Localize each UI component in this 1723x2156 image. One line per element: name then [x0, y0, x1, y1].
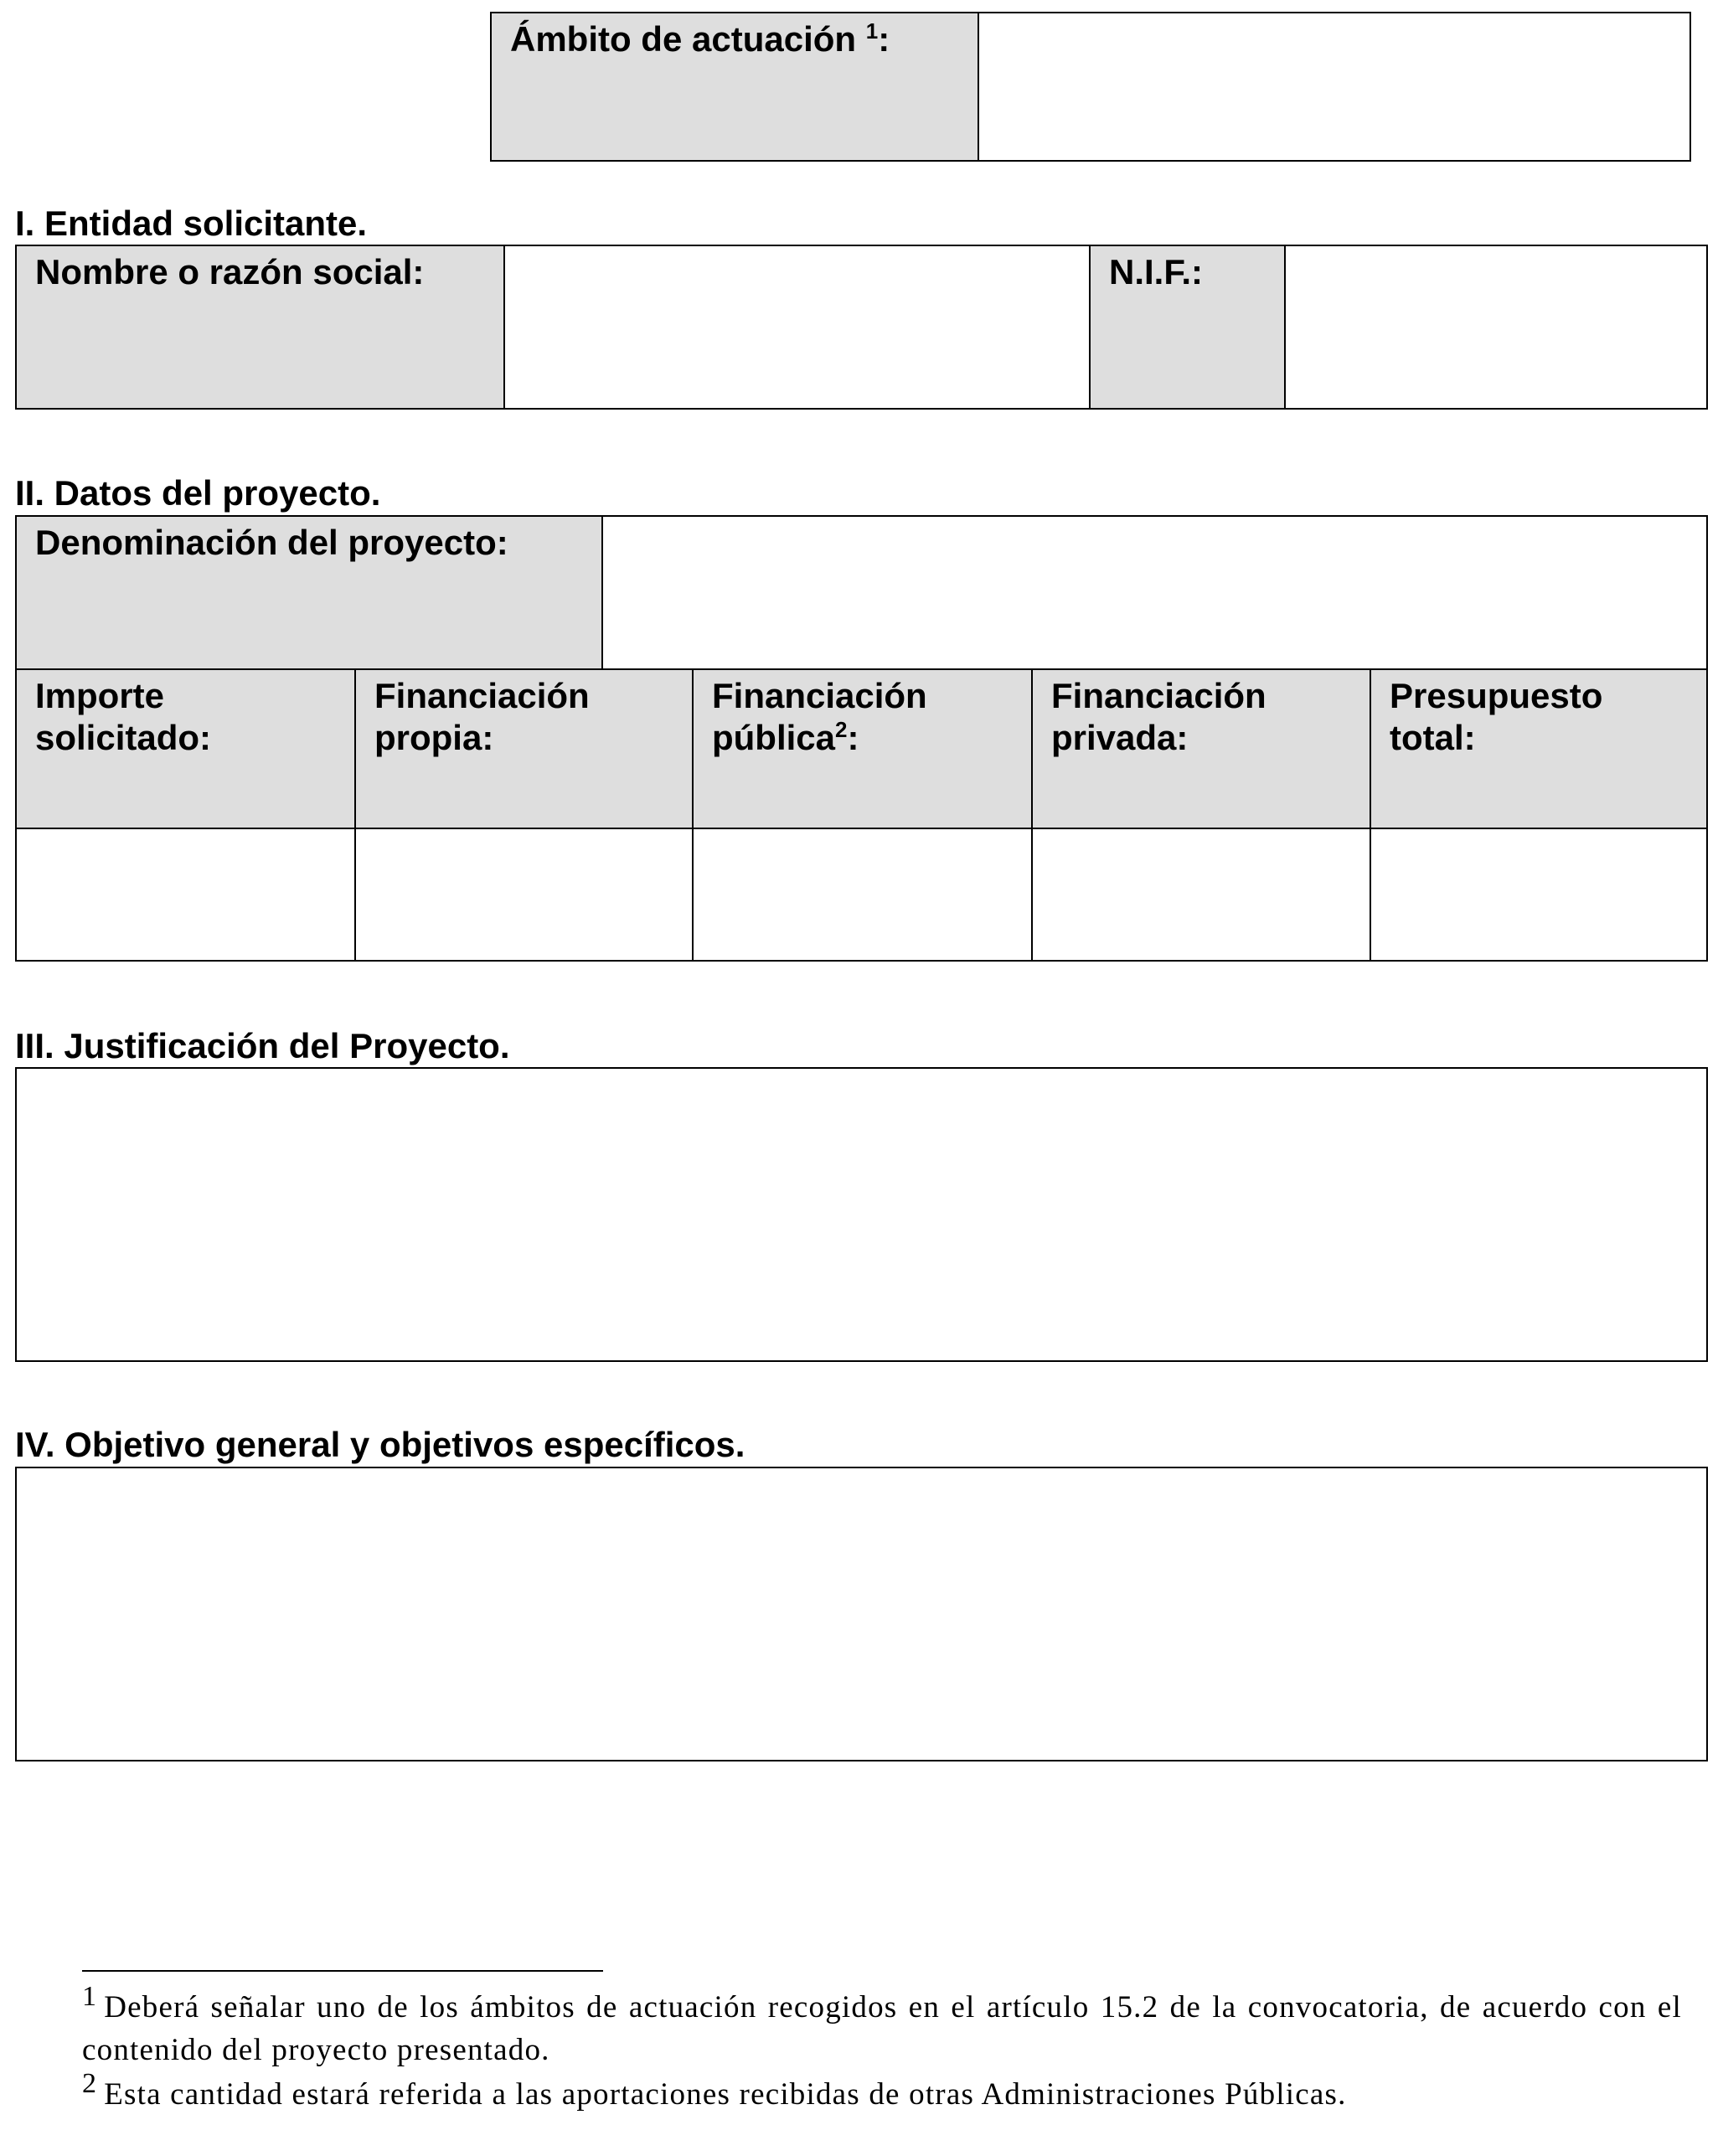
- footnote-1: [82, 1981, 1682, 2071]
- col-propia-line2: propia:: [374, 718, 494, 757]
- col-importe-line1: Importe: [35, 676, 165, 715]
- col-presupuesto-line2: total:: [1390, 718, 1476, 757]
- col-presupuesto-line1: Presupuesto: [1390, 676, 1603, 715]
- nombre-input[interactable]: [503, 245, 1091, 410]
- footnote-2-text: Esta cantidad estará referida a las aportaciones recibidas de otras Administraciones Públicas.: [104, 2077, 1347, 2112]
- fin-privada-input[interactable]: [1031, 828, 1371, 962]
- footnote-1-text: Deberá señalar uno de los ámbitos de actuación recogidos en el artículo 15.2 de la convocatoria, de acuerdo con el contenido del proyecto presentado.: [82, 1990, 1682, 2067]
- col-header-fin-privada: [1031, 668, 1371, 829]
- col-privada-line1: Financiación: [1051, 676, 1266, 715]
- col-header-fin-propia: [354, 668, 694, 829]
- footnote-separator: [82, 1970, 603, 1972]
- nif-input[interactable]: [1284, 245, 1708, 410]
- footnote-ref-2: 2: [835, 717, 848, 742]
- fin-publica-input[interactable]: [692, 828, 1033, 962]
- nombre-label-cell: [15, 245, 505, 410]
- justificacion-input[interactable]: [15, 1067, 1708, 1362]
- footnote-ref-1: 1: [865, 18, 879, 44]
- footnote-2-mark: 2: [82, 2068, 98, 2099]
- nif-label-cell: [1089, 245, 1286, 410]
- ambito-input[interactable]: [978, 12, 1691, 162]
- denominacion-input[interactable]: [601, 515, 1708, 670]
- col-propia-line1: Financiación: [374, 676, 590, 715]
- col-publica-line2: pública: [712, 718, 836, 757]
- col-privada-line2: privada:: [1051, 718, 1189, 757]
- ambito-label: Ámbito de actuación $^1$:: [510, 18, 890, 59]
- col-header-importe: [15, 668, 356, 829]
- section-2-title: II. Datos del proyecto.: [15, 473, 381, 513]
- section-1-title: I. Entidad solicitante.: [15, 204, 368, 243]
- ambito-label-cell: [490, 12, 979, 162]
- col-publica-line1: Financiación: [712, 676, 927, 715]
- denominacion-label: Denominación del proyecto:: [35, 523, 508, 562]
- objetivos-input[interactable]: [15, 1467, 1708, 1761]
- importe-input[interactable]: [15, 828, 356, 962]
- col-importe-line2: solicitado:: [35, 718, 212, 757]
- fin-propia-input[interactable]: [354, 828, 694, 962]
- presupuesto-input[interactable]: [1370, 828, 1708, 962]
- nif-label: N.I.F.:: [1109, 252, 1203, 291]
- nombre-label: Nombre o razón social:: [35, 252, 425, 291]
- section-3-title: III. Justificación del Proyecto.: [15, 1026, 510, 1065]
- footnote-1-mark: 1: [82, 1981, 98, 2012]
- col-header-fin-publica: Financiación pública$^2$:: [692, 668, 1033, 829]
- col-header-presupuesto: [1370, 668, 1708, 829]
- section-4-title: IV. Objetivo general y objetivos específicos.: [15, 1425, 745, 1464]
- footnote-2: [82, 2068, 1682, 2117]
- denominacion-label-cell: [15, 515, 603, 670]
